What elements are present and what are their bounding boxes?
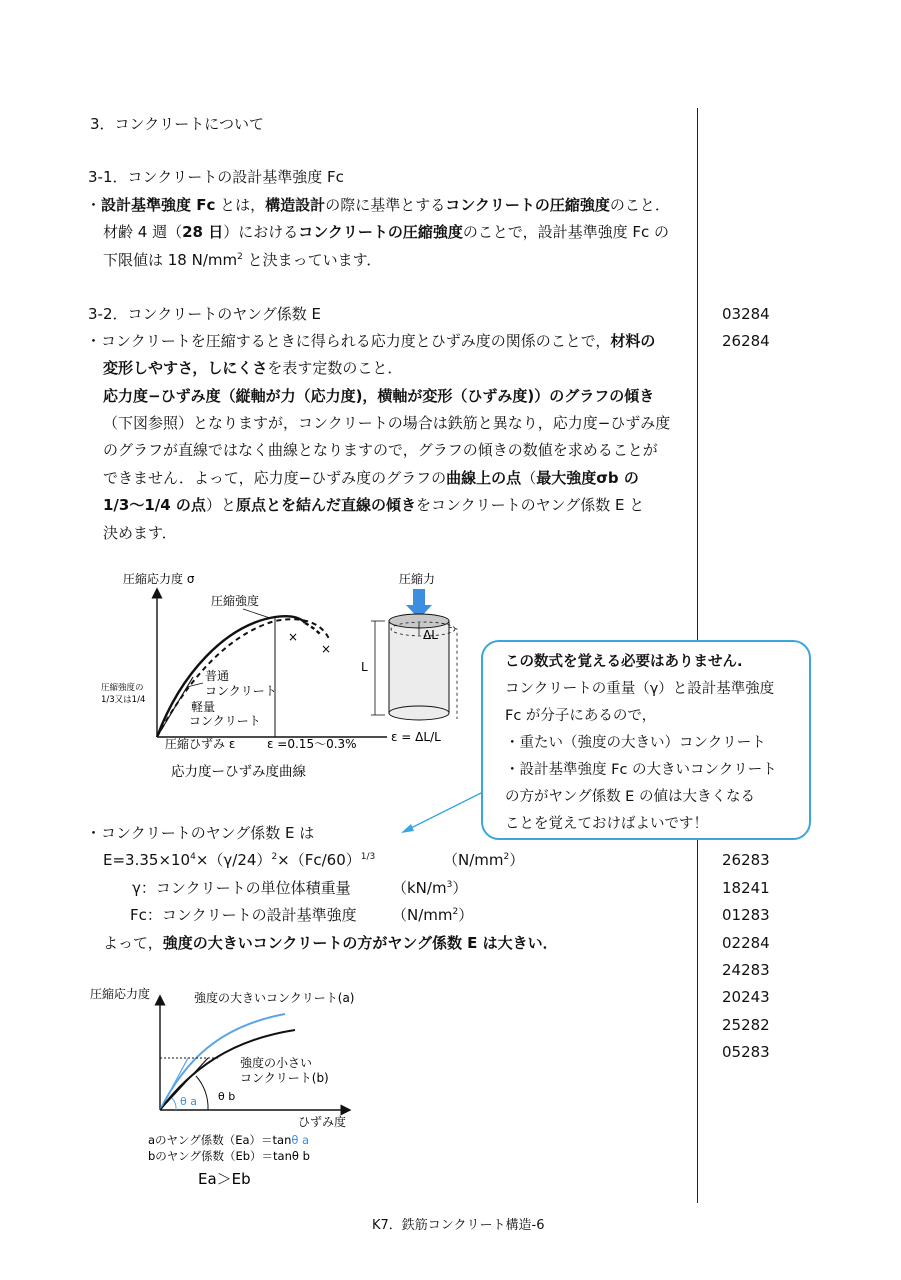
light-label-1: 軽量	[191, 700, 216, 714]
s2-p8: 決めます．	[103, 524, 177, 542]
theta-b-label: θ b	[218, 1090, 236, 1103]
callout-line-7: ことを覚えておけばよいです！	[505, 816, 708, 832]
callout-line-3: Fc が分子にあるので，	[505, 708, 657, 724]
s2-p2: 変形しやすさ，しにくさを表す定数のこと．	[103, 359, 403, 377]
s2-heading: 3-2．コンクリートのヤング係数 E	[88, 305, 321, 323]
small-label-2: 1/3又は1/4	[101, 695, 146, 705]
code-bottom-8: 05283	[722, 1043, 770, 1061]
a-label: 強度の大きいコンクリート(a)	[194, 991, 355, 1005]
s2-p5: のグラフが直線ではなく曲線となりますので，グラフの傾きの数値を求めることが	[103, 441, 658, 459]
gamma-def: γ：コンクリートの単位体積重量	[132, 879, 351, 897]
s1-heading: 3-1．コンクリートの設計基準強度 Fc	[88, 168, 344, 186]
formula-intro: ・コンクリートのヤング係数 E は	[86, 824, 315, 842]
code-bottom-6: 20243	[722, 988, 770, 1006]
cylinder-diagram	[361, 571, 457, 744]
stress-strain-figure	[95, 565, 475, 785]
eb-line: bのヤング係数（Eb）＝tanθ b	[148, 1149, 310, 1163]
normal-label-1: 普通	[205, 669, 230, 683]
b-label-1: 強度の小さい	[240, 1056, 313, 1070]
code-top-1: 03284	[722, 305, 770, 323]
b-label-2: コンクリート(b)	[240, 1071, 329, 1085]
callout-line-1: この数式を覚える必要はありません.	[505, 654, 743, 670]
normal-label-2: コンクリート	[205, 684, 277, 698]
cyl-eq-label: ε = ΔL/L	[391, 730, 441, 744]
callout-line-6: の方がヤング係数 E の値は大きくなる	[505, 789, 755, 805]
small-label-1: 圧縮強度の	[101, 683, 144, 693]
cyl-force-label: 圧縮力	[399, 572, 436, 586]
note-callout	[481, 640, 811, 840]
s2-p4: （下図参照）となりますが，コンクリートの場合は鉄筋と異なり，応力度−ひずみ度	[103, 414, 671, 432]
fc-def: Fc：コンクリートの設計基準強度	[130, 906, 357, 924]
bullet: ・	[86, 196, 102, 214]
cyl-dl-label: ΔL	[423, 628, 438, 642]
strength-comparison-figure	[90, 980, 390, 1190]
code-top-2: 26284	[722, 332, 770, 350]
s2-p7: 1/3〜1/4 の点）と原点とを結んだ直線の傾きをコンクリートのヤング係数 E と	[103, 496, 645, 514]
formula-conclusion: よって，強度の大きいコンクリートの方がヤング係数 E は大きい．	[103, 934, 558, 952]
pointer-arrow-icon	[401, 824, 414, 833]
s2-p3: 応力度−ひずみ度（縦軸が力（応力度)，横軸が変形（ひずみ度)）のグラフの傾き	[103, 387, 655, 405]
page-footer: K7．鉄筋コンクリート構造-6	[372, 1218, 545, 1233]
formula-unit: $(N/mm^2)$	[443, 851, 525, 869]
eps-label: ε =0.15〜0.3%	[267, 737, 357, 751]
compare-label: Ea＞Eb	[198, 1170, 251, 1188]
s1-line3: 下限値は 18 $N/mm^2$ と決まっています．	[103, 251, 382, 269]
code-bottom-5: 24283	[722, 961, 770, 979]
fig1-ylabel: 圧縮応力度 σ	[123, 572, 195, 586]
code-bottom-4: 02284	[722, 934, 770, 952]
code-bottom-2: 18241	[722, 879, 770, 897]
secant-line	[157, 677, 193, 737]
code-bottom-7: 25282	[722, 1016, 770, 1034]
peak-label: 圧縮強度	[211, 594, 260, 608]
s1-line2: 材齢 4 週（28 日）におけるコンクリートの圧縮強度のことで，設計基準強度 Fc の	[103, 223, 670, 241]
section-title: 3．コンクリートについて	[90, 115, 264, 133]
light-label-2: コンクリート	[189, 714, 261, 728]
code-bottom-1: 26283	[722, 851, 770, 869]
callout-line-5: ・設計基準強度 Fc の大きいコンクリート	[505, 762, 777, 778]
s2-p1: ・コンクリートを圧縮するときに得られる応力度とひずみ度の関係のことで，材料の	[86, 332, 656, 350]
fig2-ylabel: 圧縮応力度	[90, 987, 151, 1001]
break-mark-2: ×	[321, 642, 332, 656]
term-fc: 設計基準強度 Fc	[101, 196, 216, 214]
code-bottom-3: 01283	[722, 906, 770, 924]
cyl-l-label: L	[361, 660, 368, 674]
callout-line-4: ・重たい（強度の大きい）コンクリート	[505, 735, 766, 751]
gamma-unit: $(kN/m^3)$	[392, 879, 468, 897]
s2-p6: できません．よって，応力度−ひずみ度のグラフの曲線上の点（最大強度σb の	[103, 469, 639, 487]
fig1-caption: 応力度ーひずみ度曲線	[171, 764, 306, 780]
fig1-xlabel: 圧縮ひずみ ε	[165, 737, 236, 751]
theta-a-label: θ a	[180, 1095, 197, 1108]
s1-line1: ・設計基準強度 Fc とは，構造設計の際に基準とするコンクリートの圧縮強度のこと．	[86, 196, 670, 214]
young-formula: $E=3.35\times 10^4\times(\gamma/24)^2\times(Fc/60)^{1/3}$	[103, 851, 376, 869]
fig2-xlabel: ひずみ度	[298, 1115, 347, 1129]
callout-line-2: コンクリートの重量（γ）と設計基準強度	[505, 681, 775, 697]
ea-line: aのヤング係数（Ea）＝tanθ a	[148, 1133, 310, 1147]
break-mark-1: ×	[288, 630, 299, 644]
callout-pointer	[395, 780, 495, 840]
fc-unit: $(N/mm^2)$	[392, 906, 474, 924]
